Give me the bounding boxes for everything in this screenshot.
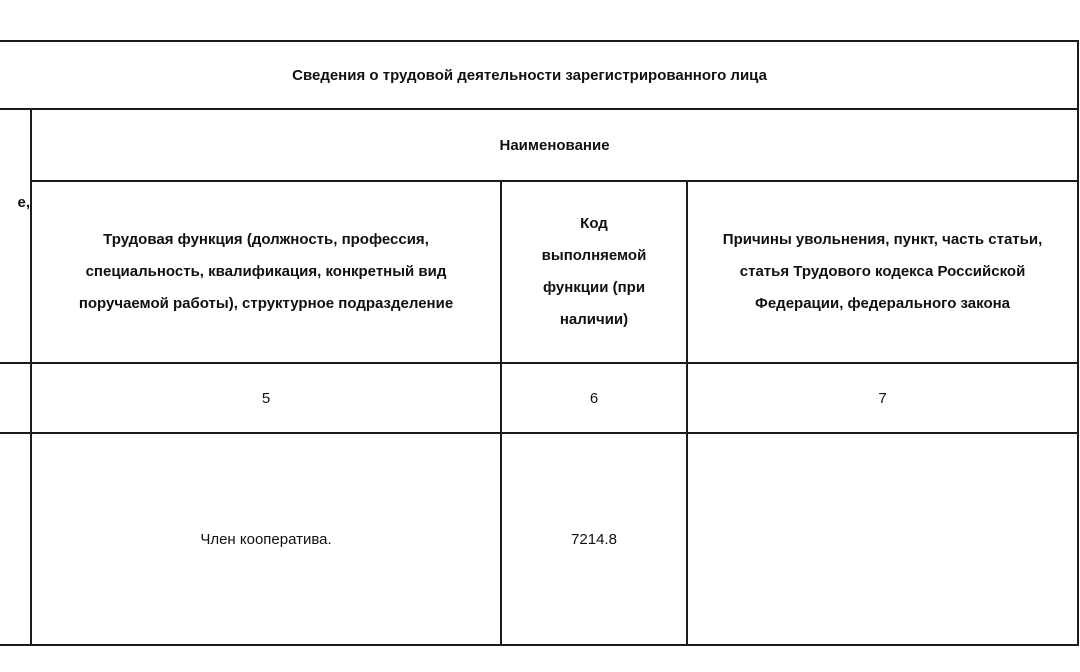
column-header-reason: Причины увольнения, пункт, часть статьи, статья Трудового кодекса Российской Федерации, федерального закона — [687, 181, 1078, 363]
section-title: Сведения о трудовой деятельности зарегистрированного лица — [0, 41, 1078, 109]
column-number-row — [0, 363, 1078, 433]
data-cell-left — [0, 433, 31, 645]
column-header-code: Код выполняемой функции (при наличии) — [501, 181, 687, 363]
work-activity-table — [0, 40, 1079, 646]
column-header-function: Трудовая функция (должность, профессия, специальность, квалификация, конкретный вид поручаемой работы), структурное подразделение — [31, 181, 501, 363]
data-cell-reason — [687, 433, 1078, 645]
section-title-row — [0, 41, 1078, 109]
group-header-row — [0, 109, 1078, 181]
column-number-5: 5 — [31, 363, 501, 433]
left-cut-text: е, — [17, 193, 30, 211]
data-cell-function: Член кооператива. — [31, 433, 501, 645]
left-cut-cell — [0, 109, 31, 363]
table-row — [0, 433, 1078, 645]
group-header: Наименование — [31, 109, 1078, 181]
column-number-6: 6 — [501, 363, 687, 433]
data-cell-code: 7214.8 — [501, 433, 687, 645]
column-number-left — [0, 363, 31, 433]
column-number-7: 7 — [687, 363, 1078, 433]
column-header-row — [0, 181, 1078, 363]
